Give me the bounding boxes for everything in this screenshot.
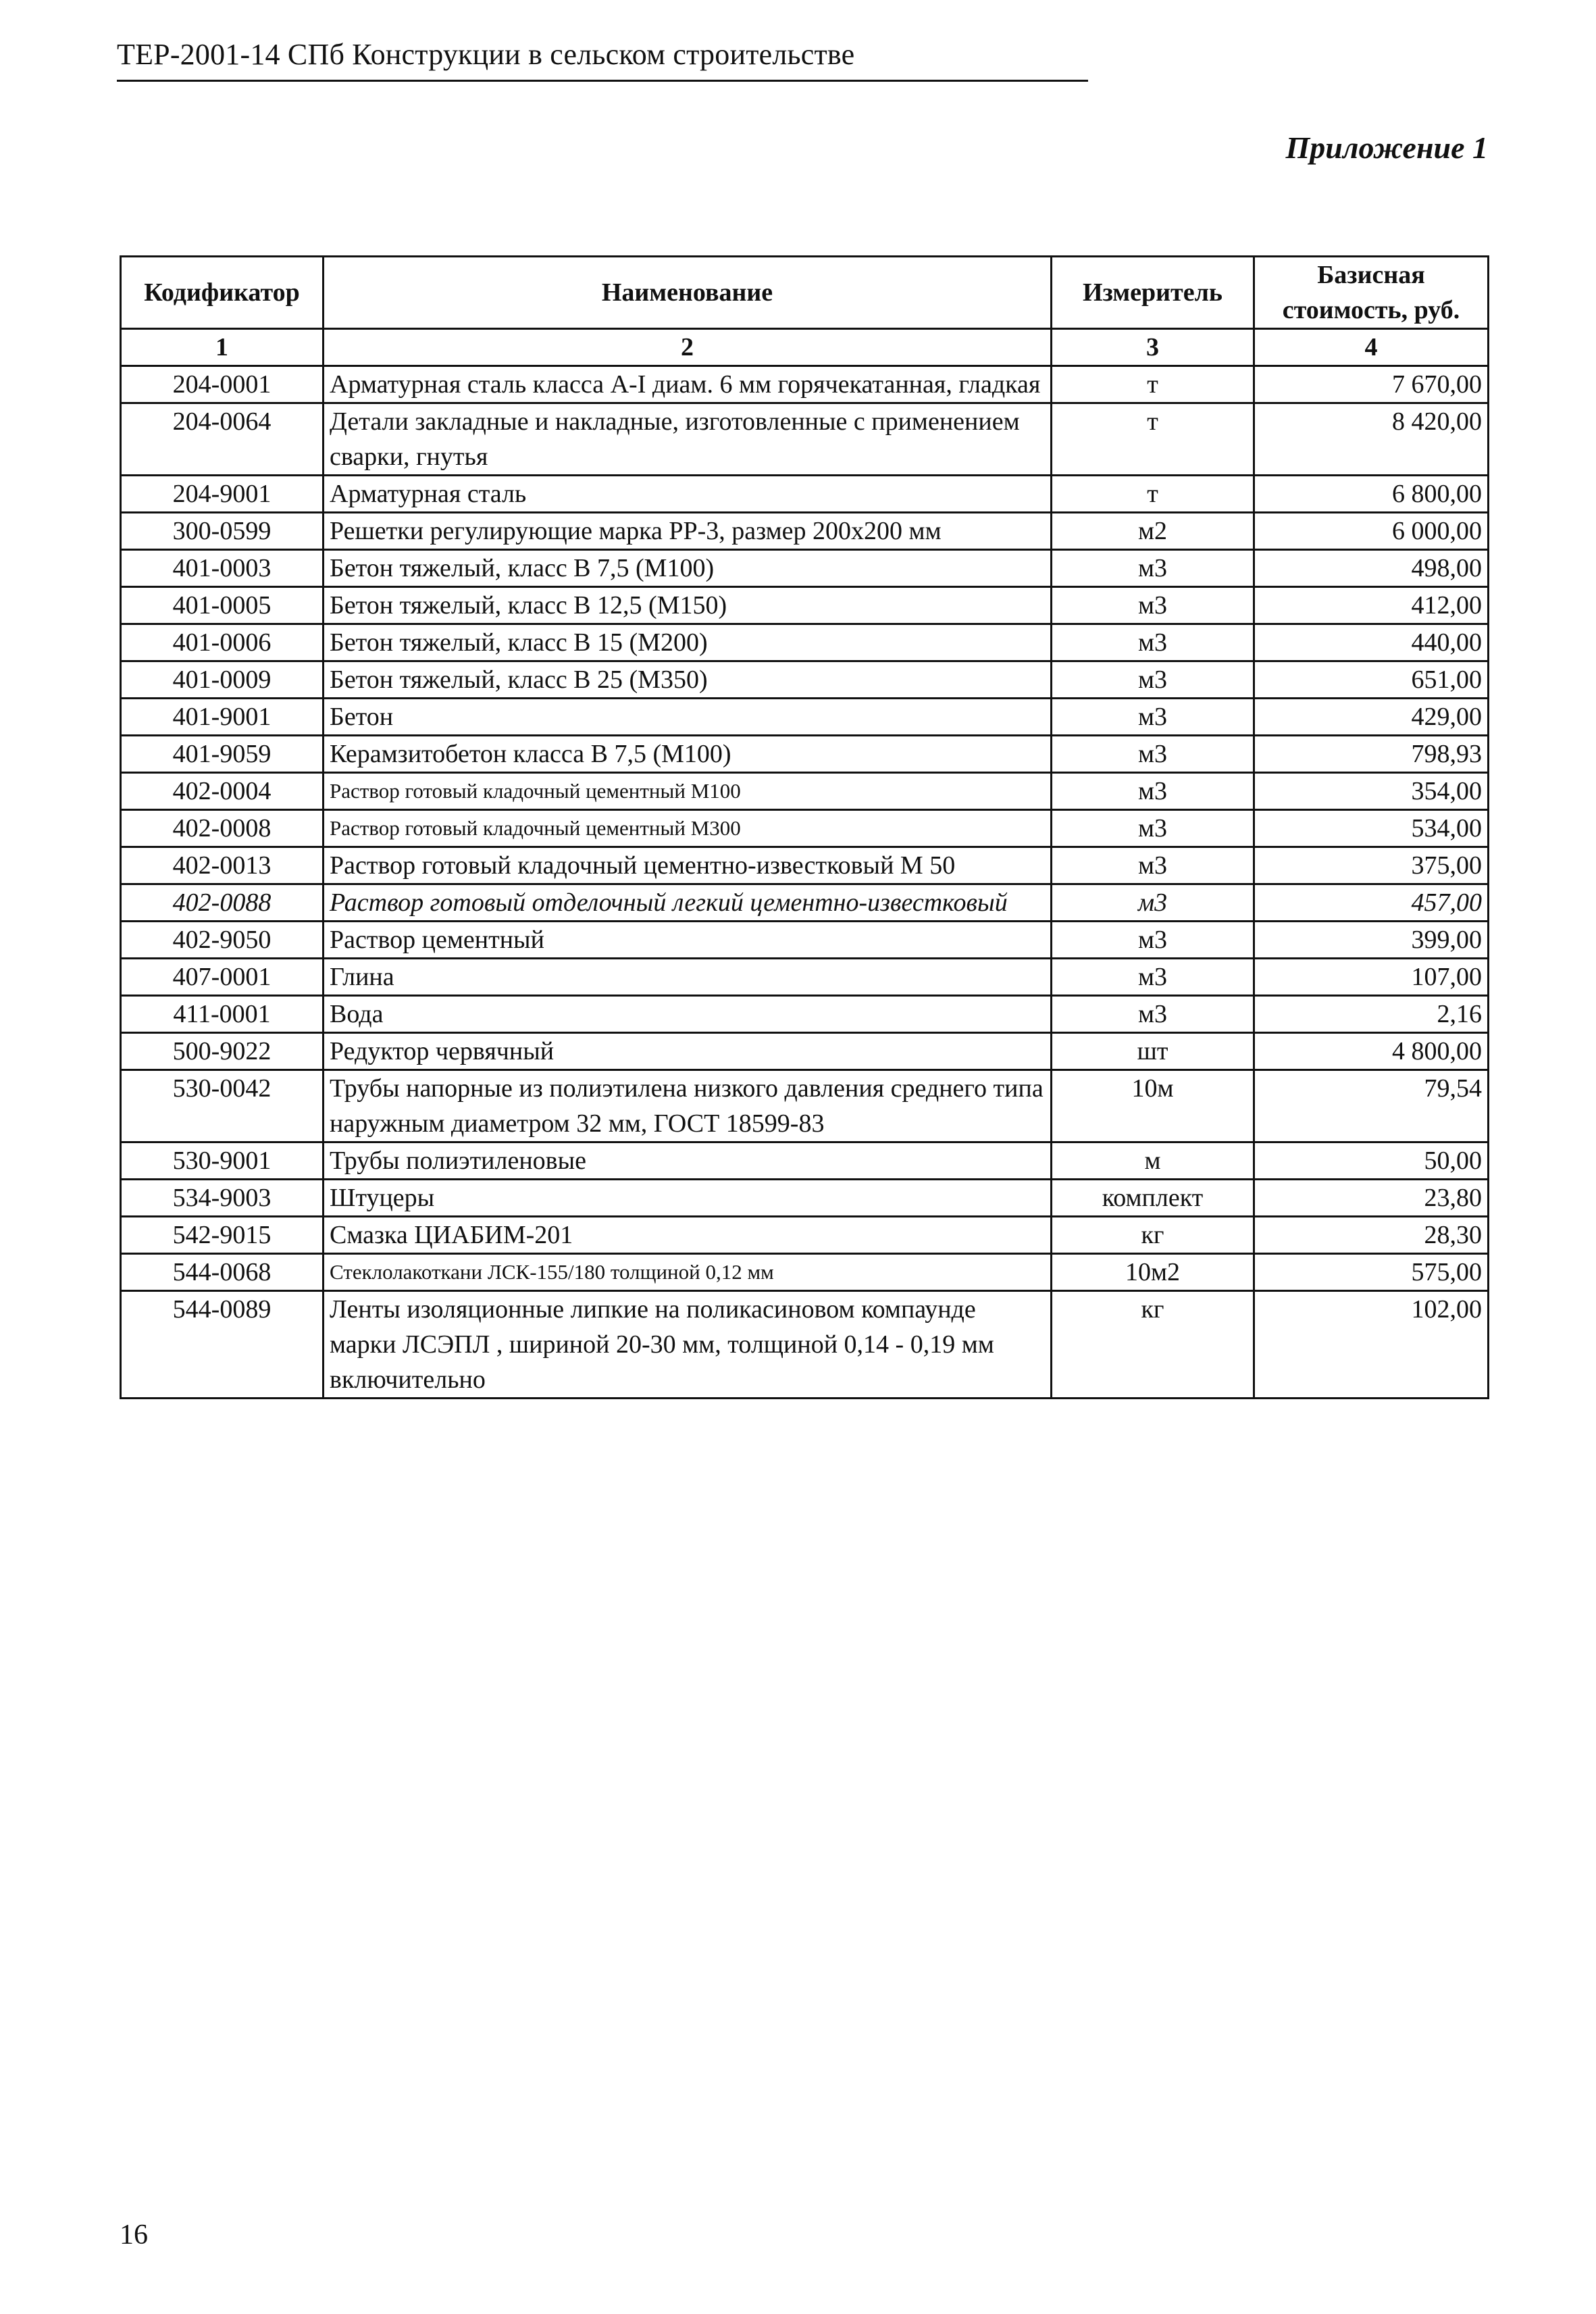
table-row — [121, 996, 1489, 1033]
price-cell: 50,00 — [1254, 1142, 1489, 1180]
price-cell: 6 800,00 — [1254, 476, 1489, 513]
code-cell: 534-9003 — [121, 1180, 324, 1217]
code-cell: 402-0013 — [121, 847, 324, 884]
table-row — [121, 661, 1489, 699]
price-cell: 575,00 — [1254, 1254, 1489, 1291]
code-cell: 402-0088 — [121, 884, 324, 922]
name-cell: Раствор готовый кладочный цементный М300 — [324, 810, 1052, 847]
unit-cell: комплект — [1052, 1180, 1254, 1217]
price-cell: 651,00 — [1254, 661, 1489, 699]
table-row — [121, 699, 1489, 736]
table-row — [121, 1291, 1489, 1399]
unit-cell: м3 — [1052, 624, 1254, 661]
unit-cell: 10м — [1052, 1070, 1254, 1142]
code-cell: 204-0064 — [121, 403, 324, 476]
unit-cell: т — [1052, 403, 1254, 476]
name-cell: Редуктор червячный — [324, 1033, 1052, 1070]
column-number: 3 — [1052, 329, 1254, 366]
code-cell: 401-0009 — [121, 661, 324, 699]
name-cell: Арматурная сталь — [324, 476, 1052, 513]
price-cell: 23,80 — [1254, 1180, 1489, 1217]
column-header-unit: Измеритель — [1052, 257, 1254, 329]
name-cell: Керамзитобетон класса В 7,5 (М100) — [324, 736, 1052, 773]
column-header-price: Базисная стоимость, руб. — [1254, 257, 1489, 329]
price-cell: 4 800,00 — [1254, 1033, 1489, 1070]
unit-cell: шт — [1052, 1033, 1254, 1070]
name-cell: Бетон — [324, 699, 1052, 736]
code-cell: 402-9050 — [121, 922, 324, 959]
name-cell: Глина — [324, 959, 1052, 996]
price-cell: 107,00 — [1254, 959, 1489, 996]
unit-cell: м3 — [1052, 922, 1254, 959]
table-row — [121, 959, 1489, 996]
code-cell: 204-9001 — [121, 476, 324, 513]
code-cell: 530-0042 — [121, 1070, 324, 1142]
name-cell: Бетон тяжелый, класс В 25 (М350) — [324, 661, 1052, 699]
column-number: 2 — [324, 329, 1052, 366]
table-row — [121, 550, 1489, 587]
appendix-label: Приложение 1 — [1285, 130, 1488, 165]
table-body — [121, 366, 1489, 1399]
price-cell: 440,00 — [1254, 624, 1489, 661]
price-cell: 375,00 — [1254, 847, 1489, 884]
table-row — [121, 476, 1489, 513]
unit-cell: м3 — [1052, 550, 1254, 587]
code-cell: 402-0008 — [121, 810, 324, 847]
name-cell: Раствор готовый кладочный цементный М100 — [324, 773, 1052, 810]
price-cell: 429,00 — [1254, 699, 1489, 736]
unit-cell: 10м2 — [1052, 1254, 1254, 1291]
code-cell: 401-0003 — [121, 550, 324, 587]
table-row — [121, 847, 1489, 884]
code-cell: 411-0001 — [121, 996, 324, 1033]
price-cell: 399,00 — [1254, 922, 1489, 959]
name-cell: Арматурная сталь класса А-I диам. 6 мм горячекатанная, гладкая — [324, 366, 1052, 403]
price-cell: 102,00 — [1254, 1291, 1489, 1399]
price-cell: 8 420,00 — [1254, 403, 1489, 476]
price-table — [120, 255, 1489, 1399]
table-row — [121, 922, 1489, 959]
column-header-code: Кодификатор — [121, 257, 324, 329]
name-cell: Вода — [324, 996, 1052, 1033]
name-cell: Ленты изоляционные липкие на поликасиновом компаунде марки ЛСЭПЛ , шириной 20-30 мм, толщиной 0,14 - 0,19 мм включительно — [324, 1291, 1052, 1399]
unit-cell: м3 — [1052, 847, 1254, 884]
name-cell: Решетки регулирующие марка РР-3, размер 200х200 мм — [324, 513, 1052, 550]
table-row — [121, 624, 1489, 661]
table-row — [121, 810, 1489, 847]
price-cell: 2,16 — [1254, 996, 1489, 1033]
name-cell: Раствор цементный — [324, 922, 1052, 959]
table-row — [121, 403, 1489, 476]
table-row — [121, 1142, 1489, 1180]
header-divider — [117, 80, 1088, 82]
document-header-title: ТЕР-2001-14 СПб Конструкции в сельском строительстве — [117, 38, 855, 71]
table-row — [121, 1033, 1489, 1070]
table-row — [121, 513, 1489, 550]
code-cell: 401-0005 — [121, 587, 324, 624]
page-number: 16 — [120, 2219, 148, 2250]
table-row — [121, 1180, 1489, 1217]
unit-cell: кг — [1052, 1217, 1254, 1254]
name-cell: Стеклолакоткани ЛСК-155/180 толщиной 0,12 мм — [324, 1254, 1052, 1291]
price-cell: 457,00 — [1254, 884, 1489, 922]
name-cell: Смазка ЦИАБИМ-201 — [324, 1217, 1052, 1254]
table-row — [121, 884, 1489, 922]
column-number: 4 — [1254, 329, 1489, 366]
column-number: 1 — [121, 329, 324, 366]
name-cell: Трубы напорные из полиэтилена низкого давления среднего типа наружным диаметром 32 мм, ГОСТ 18599-83 — [324, 1070, 1052, 1142]
table-row — [121, 366, 1489, 403]
code-cell: 204-0001 — [121, 366, 324, 403]
column-number-row — [121, 329, 1489, 366]
table-row — [121, 773, 1489, 810]
table-header-row — [121, 257, 1489, 329]
unit-cell: м3 — [1052, 661, 1254, 699]
table-row — [121, 736, 1489, 773]
code-cell: 402-0004 — [121, 773, 324, 810]
code-cell: 542-9015 — [121, 1217, 324, 1254]
unit-cell: м3 — [1052, 736, 1254, 773]
price-cell: 79,54 — [1254, 1070, 1489, 1142]
unit-cell: кг — [1052, 1291, 1254, 1399]
price-cell: 412,00 — [1254, 587, 1489, 624]
unit-cell: м3 — [1052, 587, 1254, 624]
price-cell: 534,00 — [1254, 810, 1489, 847]
unit-cell: м3 — [1052, 773, 1254, 810]
table-row — [121, 1070, 1489, 1142]
name-cell: Бетон тяжелый, класс В 7,5 (М100) — [324, 550, 1052, 587]
code-cell: 401-9001 — [121, 699, 324, 736]
name-cell: Раствор готовый кладочный цементно-известковый М 50 — [324, 847, 1052, 884]
column-header-name: Наименование — [324, 257, 1052, 329]
unit-cell: м — [1052, 1142, 1254, 1180]
unit-cell: м3 — [1052, 959, 1254, 996]
price-cell: 354,00 — [1254, 773, 1489, 810]
code-cell: 544-0068 — [121, 1254, 324, 1291]
price-cell: 498,00 — [1254, 550, 1489, 587]
price-cell: 28,30 — [1254, 1217, 1489, 1254]
name-cell: Штуцеры — [324, 1180, 1052, 1217]
unit-cell: м3 — [1052, 996, 1254, 1033]
name-cell: Бетон тяжелый, класс В 12,5 (М150) — [324, 587, 1052, 624]
unit-cell: т — [1052, 366, 1254, 403]
code-cell: 300-0599 — [121, 513, 324, 550]
unit-cell: м3 — [1052, 699, 1254, 736]
price-cell: 6 000,00 — [1254, 513, 1489, 550]
code-cell: 530-9001 — [121, 1142, 324, 1180]
code-cell: 401-0006 — [121, 624, 324, 661]
table-row — [121, 587, 1489, 624]
name-cell: Раствор готовый отделочный легкий цементно-известковый — [324, 884, 1052, 922]
name-cell: Бетон тяжелый, класс В 15 (М200) — [324, 624, 1052, 661]
code-cell: 401-9059 — [121, 736, 324, 773]
price-cell: 7 670,00 — [1254, 366, 1489, 403]
code-cell: 407-0001 — [121, 959, 324, 996]
code-cell: 500-9022 — [121, 1033, 324, 1070]
unit-cell: м2 — [1052, 513, 1254, 550]
code-cell: 544-0089 — [121, 1291, 324, 1399]
table-row — [121, 1217, 1489, 1254]
table-row — [121, 1254, 1489, 1291]
name-cell: Трубы полиэтиленовые — [324, 1142, 1052, 1180]
unit-cell: т — [1052, 476, 1254, 513]
unit-cell: м3 — [1052, 884, 1254, 922]
price-cell: 798,93 — [1254, 736, 1489, 773]
name-cell: Детали закладные и накладные, изготовленные с применением сварки, гнутья — [324, 403, 1052, 476]
unit-cell: м3 — [1052, 810, 1254, 847]
